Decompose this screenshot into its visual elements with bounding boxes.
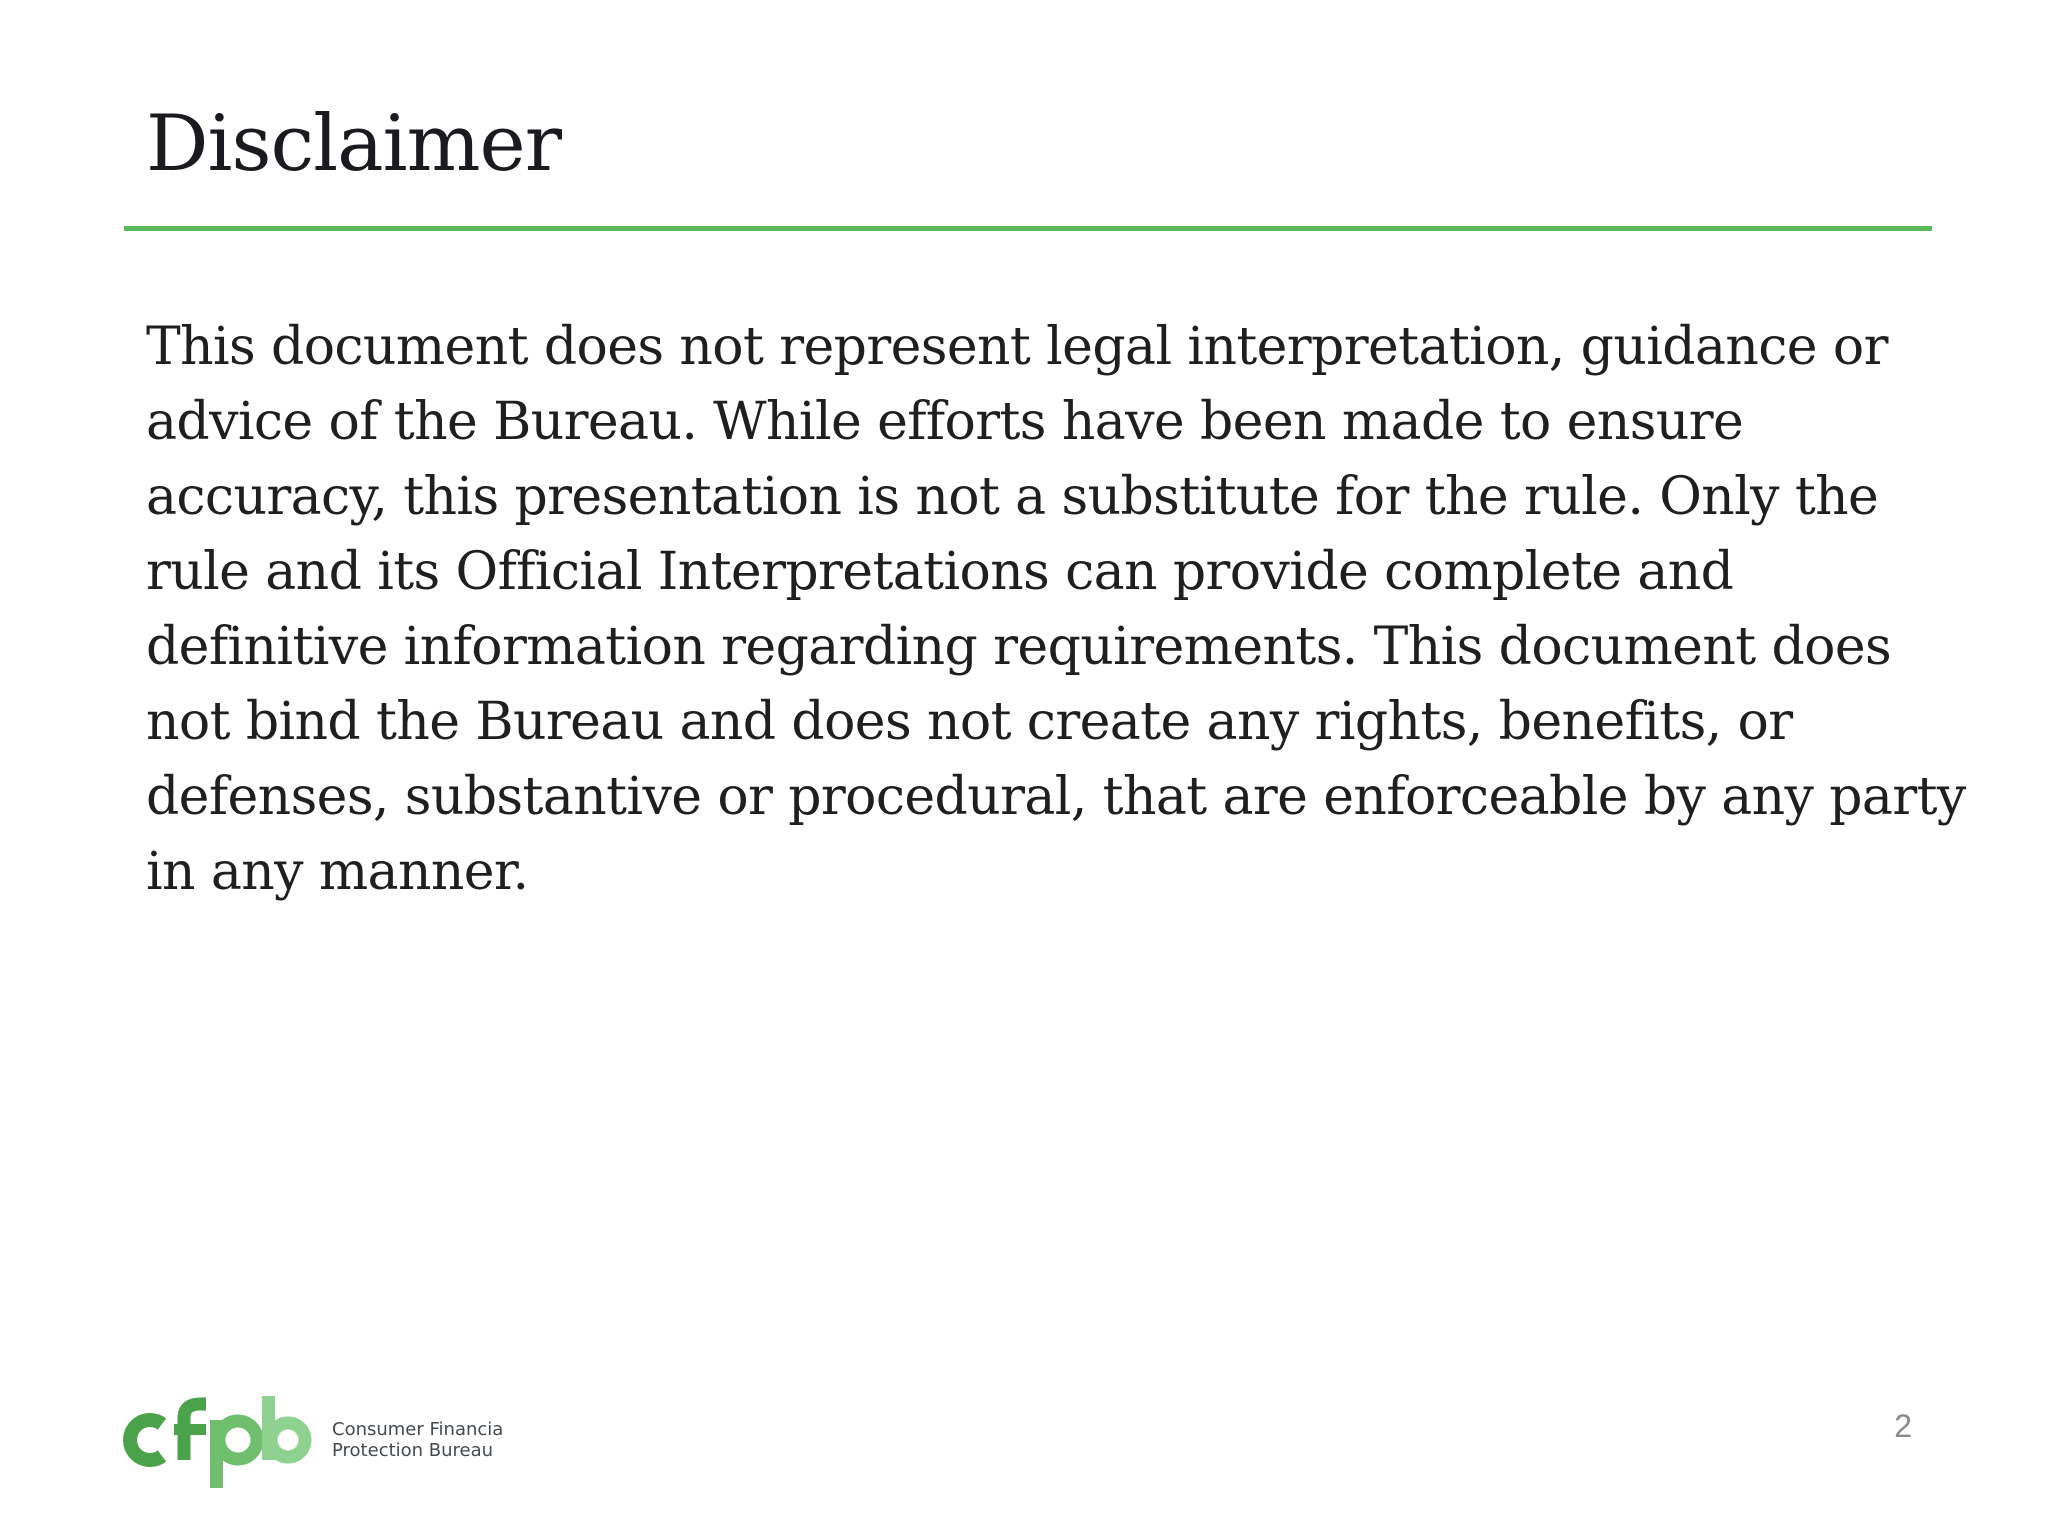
disclaimer-line: rule and its Official Interpretations can provide complete and	[146, 542, 1734, 602]
disclaimer-line: advice of the Bureau. While efforts have been made to ensure	[146, 392, 1744, 452]
disclaimer-line: defenses, substantive or procedural, that are enforceable by any party	[146, 767, 1966, 827]
cfpb-logo-icon	[122, 1388, 312, 1492]
disclaimer-line: definitive information regarding requirements. This document does	[146, 617, 1892, 677]
logo-caption	[332, 1419, 503, 1461]
logo-caption-line1: Consumer Financia	[332, 1419, 504, 1440]
disclaimer-line: in any manner.	[146, 842, 529, 902]
disclaimer-line: accuracy, this presentation is not a substitute for the rule. Only the	[146, 467, 1879, 527]
disclaimer-text	[146, 310, 1976, 910]
slide-title: Disclaimer	[146, 99, 562, 189]
title-divider	[124, 226, 1932, 231]
page-number: 2	[1894, 1408, 1912, 1444]
logo-caption-line2: Protection Bureau	[332, 1440, 494, 1461]
disclaimer-line: not bind the Bureau and does not create any rights, benefits, or	[146, 692, 1793, 752]
disclaimer-line: This document does not represent legal interpretation, guidance or	[146, 317, 1888, 377]
cfpb-logo	[122, 1388, 503, 1492]
